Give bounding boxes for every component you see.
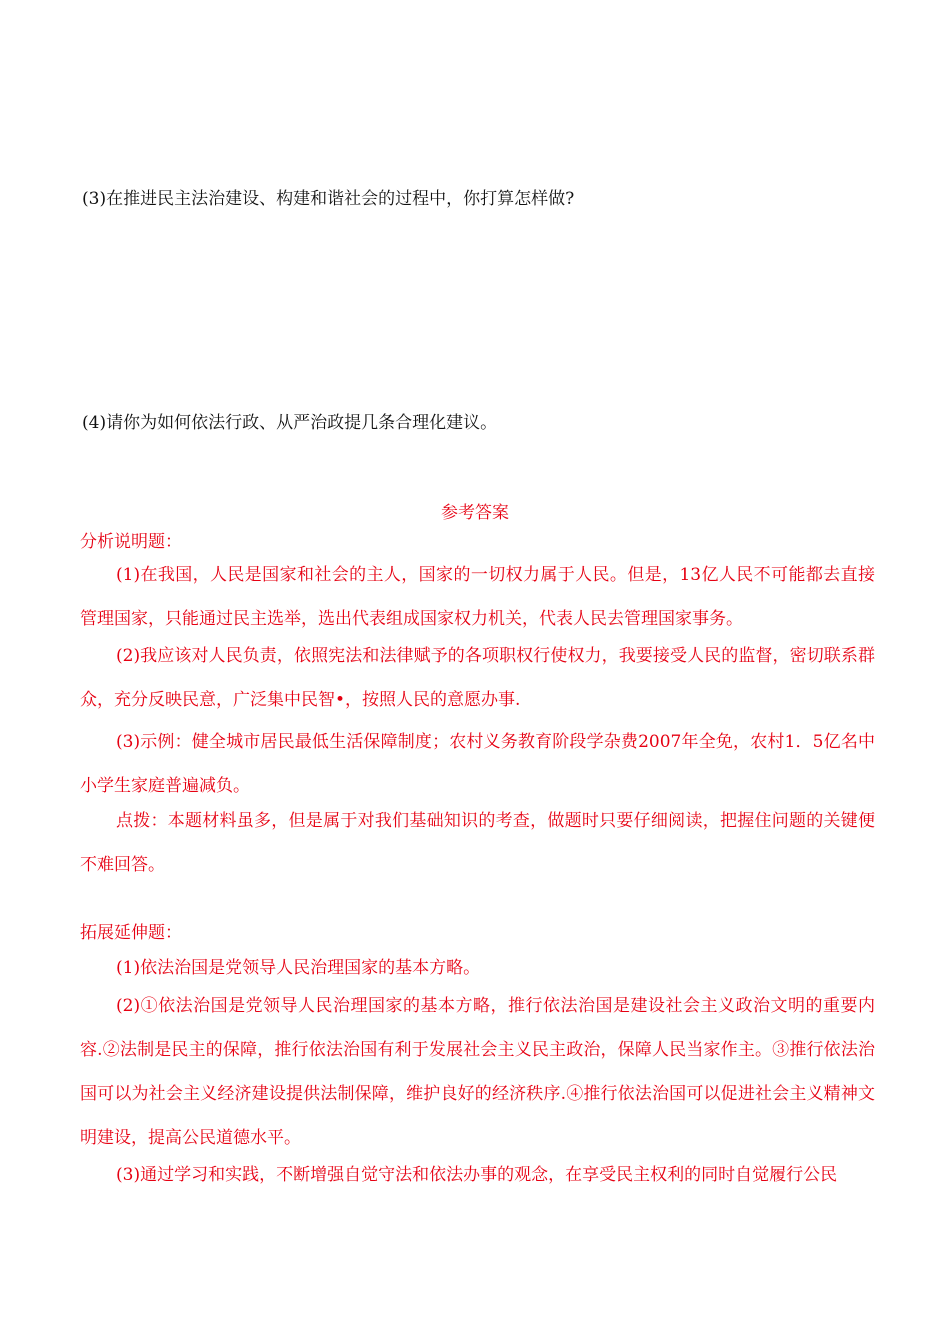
extension-answer-2: (2)①依法治国是党领导人民治理国家的基本方略，推行依法治国是建设社会主义政治文明的重要内容.②法制是民主的保障，推行依法治国有利于发展社会主义民主政治，保障人民当家作主。③推行依法治国可以为社会主义经济建设提供法制保障，维护良好的经济秩序.④推行依法治国可以促进社会主义精神文明建设，提高公民道德水平。 <box>80 996 875 1148</box>
analysis-answer-1: (1)在我国，人民是国家和社会的主人，国家的一切权力属于人民。但是，13亿人民不可能都去直接管理国家，只能通过民主选举，选出代表组成国家权力机关，代表人民去管理国家事务。 <box>80 565 875 629</box>
analysis-heading: 分析说明题： <box>80 532 182 552</box>
analysis-tip: 点拨：本题材料虽多，但是属于对我们基础知识的考查，做题时只要仔细阅读，把握住问题的关键便不难回答。 <box>80 811 875 875</box>
extension-heading: 拓展延伸题： <box>80 923 182 943</box>
extension-answer-1: (1)依法治国是党领导人民治理国家的基本方略。 <box>116 958 481 978</box>
extension-answer-3: (3)通过学习和实践，不断增强自觉守法和依法办事的观念，在享受民主权利的同时自觉履行公民 <box>116 1165 838 1185</box>
answers-title: 参考答案 <box>441 503 509 523</box>
question-4: (4)请你为如何依法行政、从严治政提几条合理化建议。 <box>82 413 498 433</box>
analysis-answer-2: (2)我应该对人民负责，依照宪法和法律赋予的各项职权行使权力，我要接受人民的监督，密切联系群众，充分反映民意，广泛集中民智•，按照人民的意愿办事. <box>80 646 875 710</box>
question-3: (3)在推进民主法治建设、构建和谐社会的过程中，你打算怎样做? <box>82 189 575 209</box>
analysis-answer-3: (3)示例：健全城市居民最低生活保障制度；农村义务教育阶段学杂费2007年全免，农村1．5亿名中小学生家庭普遍减负。 <box>80 732 875 796</box>
